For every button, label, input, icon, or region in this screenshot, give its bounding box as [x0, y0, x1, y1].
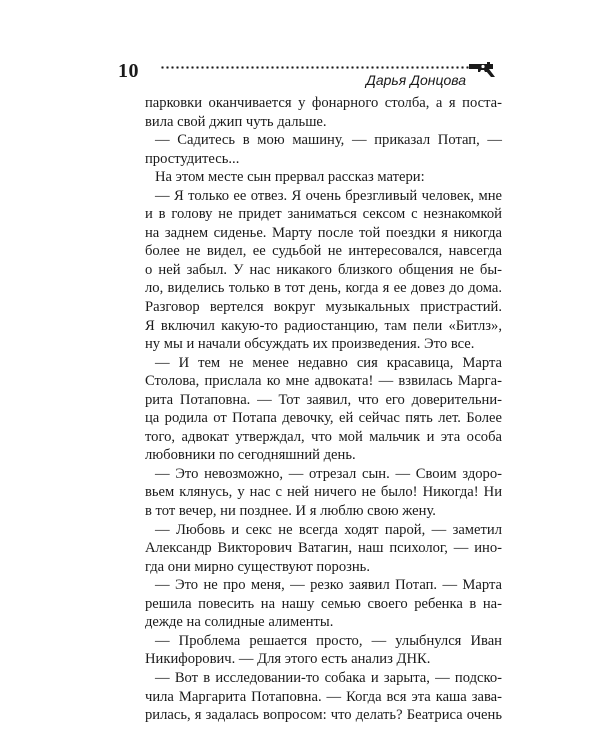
author-running-head: Дарья Донцова	[366, 72, 467, 88]
text-line: ло, виделись только в тот день, когда я ее довез до дома.	[145, 280, 502, 297]
dot-leader	[160, 66, 475, 69]
text-line: чила Маргарита Потаповна. — Когда вся эта каша зава-	[145, 688, 502, 705]
text-line: — Садитесь в мою машину, — приказал Потап, —	[155, 132, 502, 149]
text-line: рилась, я задалась вопросом: что делать? Беатриса очень	[145, 707, 502, 724]
text-line: рита Потаповна. — Тот заявил, что его доверительни-	[145, 391, 502, 408]
text-line: Я включил какую-то радиостанцию, там пели «Битлз»,	[145, 317, 502, 334]
revolver-icon	[468, 60, 498, 78]
text-line: ну мы и начали обсуждать их произведения. Это все.	[145, 336, 475, 353]
text-line: Столова, прислала ко мне адвоката! — взвилась Марга-	[145, 373, 502, 390]
text-line: ца родила от Потапа девочку, ей сейчас пять лет. Более	[145, 410, 502, 427]
text-line: — Любовь и секс не всегда ходят парой, — заметил	[155, 521, 502, 538]
text-line: того, адвокат утверждал, что мой мальчик и эта особа	[145, 428, 502, 445]
text-line: о ней забыл. У нас никакого близкого общения не бы-	[145, 261, 502, 278]
text-line: решила повесить на нашу семью своего ребенка в на-	[145, 595, 502, 612]
page-number: 10	[118, 60, 139, 82]
text-line: вьем клянусь, у нас с ней ничего не было! Никогда! Ни	[145, 484, 502, 501]
text-line: — И тем не менее недавно сия красавица, Марта	[155, 354, 502, 371]
text-line: гда они мирно существуют порознь.	[145, 558, 370, 575]
text-line: на заднем сиденье. Марту после той поездки я никогда	[145, 224, 502, 241]
text-line: На этом месте сын прервал рассказ матери:	[155, 169, 425, 186]
text-line: парковки оканчивается у фонарного столба, а я поста-	[145, 95, 502, 111]
text-line: — Проблема решается просто, — улыбнулся Иван	[155, 632, 502, 649]
text-line: и в голову не придет заниматься сексом с незнакомкой	[145, 206, 502, 223]
text-line: Разговор вертелся вокруг музыкальных пристрастий.	[145, 299, 502, 316]
text-line: — Вот в исследовании-то собака и зарыта, — подско-	[155, 669, 502, 686]
text-line: простудитесь...	[145, 150, 240, 167]
text-line: более не видел, ее судьбой не интересовался, навсегда	[145, 243, 502, 260]
text-line: Никифорович. — Для этого есть анализ ДНК.	[145, 651, 431, 668]
text-line: в тот вечер, ни позднее. И я люблю свою жену.	[145, 503, 436, 520]
text-line: — Я только ее отвез. Я очень брезгливый человек, мне	[155, 187, 502, 204]
running-header	[118, 58, 498, 86]
page-body-text	[145, 94, 502, 725]
text-line: любовники по сегодняшний день.	[145, 447, 356, 464]
text-line: — Это невозможно, — отрезал сын. — Своим здоро-	[155, 465, 502, 482]
text-line: вила свой джип чуть дальше.	[145, 113, 327, 130]
text-line: Александр Викторович Ватагин, наш психолог, — ино-	[145, 540, 502, 557]
text-line: дежде на солидные алименты.	[145, 614, 334, 631]
text-line: — Это не про меня, — резко заявил Потап. — Марта	[155, 577, 502, 594]
